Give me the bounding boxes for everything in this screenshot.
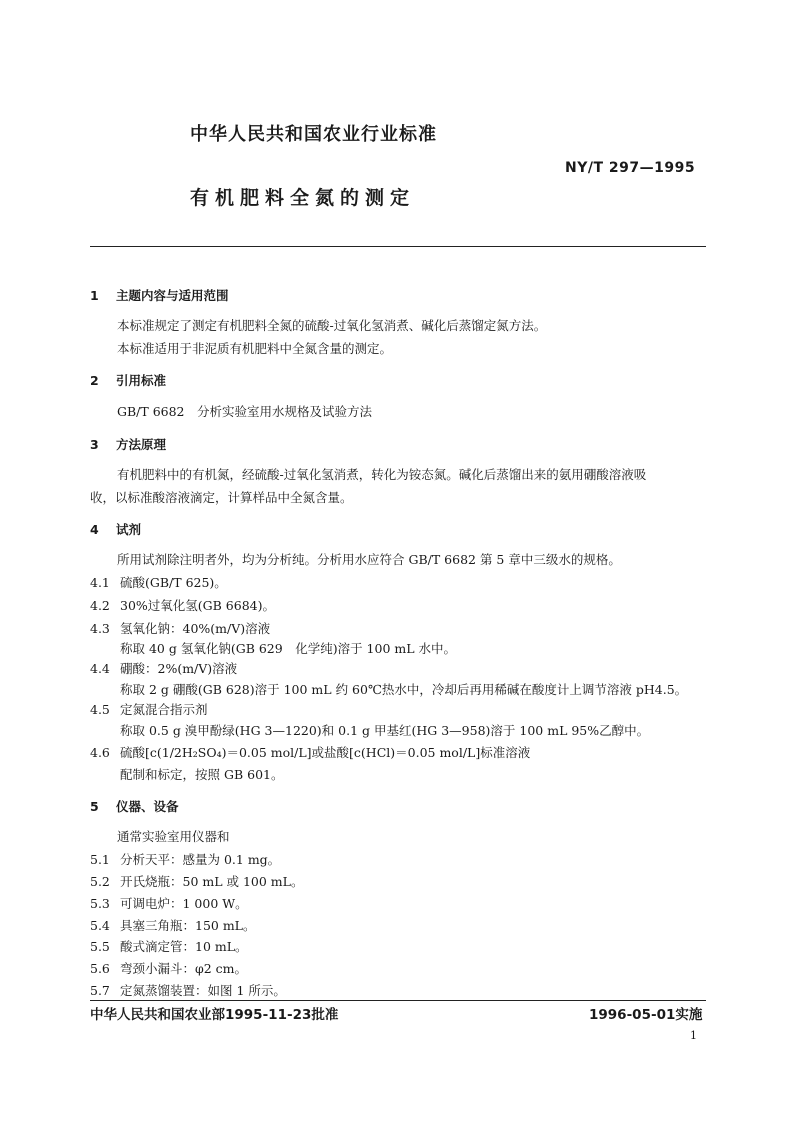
item-text: 硫酸(GB/T 625)。: [120, 575, 227, 590]
list-item: [90, 872, 303, 890]
item-number: 4.5: [90, 702, 110, 717]
section-number: 2: [90, 373, 99, 388]
page-number: 1: [690, 1029, 697, 1042]
item-detail: 称取 2 g 硼酸(GB 628)溶于 100 mL 约 60℃热水中，冷却后再用稀碱在酸度计上调节溶液 pH4.5。: [120, 682, 688, 697]
item-text: 硼酸：2%(m/V)溶液: [120, 661, 238, 676]
list-item: [90, 916, 256, 934]
list-item: [90, 981, 286, 999]
paragraph: 本标准适用于非泥质有机肥料中全氮含量的测定。: [117, 341, 393, 356]
document-title: 有机肥料全氮的测定: [190, 187, 416, 209]
item-number: 5.5: [90, 939, 110, 954]
item-text: 定氮蒸馏装置：如图 1 所示。: [120, 983, 286, 998]
item-number: 4.2: [90, 598, 110, 613]
paragraph-continuation: 收，以标准酸溶液滴定，计算样品中全氮含量。: [90, 490, 353, 505]
list-item: [90, 894, 248, 912]
item-number: 4.1: [90, 575, 110, 590]
section-3-heading: [90, 435, 166, 453]
section-number: 1: [90, 288, 99, 303]
item-text: 弯颈小漏斗：φ2 cm。: [120, 961, 248, 976]
paragraph: 有机肥料中的有机氮，经硫酸-过氧化氢消煮，转化为铵态氮。碱化后蒸馏出来的氨用硼酸溶液吸: [117, 467, 647, 482]
section-number: 5: [90, 799, 99, 814]
item-text: 定氮混合指示剂: [120, 702, 208, 717]
section-1-heading: [90, 286, 229, 304]
section-2-heading: [90, 371, 166, 389]
item-number: 5.2: [90, 874, 110, 889]
item-number: 4.4: [90, 661, 110, 676]
section-title: 方法原理: [116, 437, 167, 452]
item-text: 可调电炉：1 000 W。: [120, 896, 248, 911]
item-number: 5.1: [90, 852, 110, 867]
list-item: [90, 959, 247, 977]
list-item: [90, 937, 248, 955]
list-item: [90, 850, 280, 868]
section-title: 引用标准: [116, 373, 167, 388]
paragraph: 通常实验室用仪器和: [117, 829, 230, 844]
list-item: [90, 659, 237, 677]
item-text: 30%过氧化氢(GB 6684)。: [120, 598, 275, 613]
list-item: [90, 619, 270, 637]
paragraph: 本标准规定了测定有机肥料全氮的硫酸-过氧化氢消煮、碱化后蒸馏定氮方法。: [117, 318, 547, 333]
list-item: [90, 743, 530, 761]
footer-divider: [90, 1000, 706, 1001]
item-number: 5.6: [90, 961, 110, 976]
item-number: 5.3: [90, 896, 110, 911]
item-text: 硫酸[c(1/2H₂SO₄)＝0.05 mol/L]或盐酸[c(HCl)＝0.05 mol/L]标准溶液: [120, 745, 531, 760]
section-4-heading: [90, 520, 141, 538]
header-divider: [90, 246, 706, 247]
item-number: 4.6: [90, 745, 110, 760]
item-number: 5.4: [90, 918, 110, 933]
issuing-organization: 中华人民共和国农业行业标准: [190, 124, 437, 145]
paragraph: GB/T 6682 分析实验室用水规格及试验方法: [117, 404, 373, 419]
item-number: 5.7: [90, 983, 110, 998]
item-text: 开氏烧瓶：50 mL 或 100 mL。: [120, 874, 304, 889]
section-number: 4: [90, 522, 99, 537]
section-title: 仪器、设备: [116, 799, 179, 814]
paragraph: 所用试剂除注明者外，均为分析纯。分析用水应符合 GB/T 6682 第 5 章中三级水的规格。: [117, 552, 621, 567]
section-title: 试剂: [116, 522, 142, 537]
item-text: 酸式滴定管：10 mL。: [120, 939, 248, 954]
item-detail: 配制和标定，按照 GB 601。: [120, 767, 284, 782]
implementation-date: 1996-05-01实施: [589, 1007, 703, 1023]
item-text: 分析天平：感量为 0.1 mg。: [120, 852, 281, 867]
item-number: 4.3: [90, 621, 110, 636]
item-text: 氢氧化钠：40%(m/V)溶液: [120, 621, 271, 636]
section-title: 主题内容与适用范围: [116, 288, 229, 303]
list-item: [90, 596, 275, 614]
list-item: [90, 573, 227, 591]
approval-statement: 中华人民共和国农业部1995-11-23批准: [90, 1007, 339, 1023]
item-text: 具塞三角瓶：150 mL。: [120, 918, 256, 933]
list-item: [90, 700, 208, 718]
section-number: 3: [90, 437, 99, 452]
standard-code: NY/T 297—1995: [565, 160, 696, 176]
item-detail: 称取 40 g 氢氧化钠(GB 629 化学纯)溶于 100 mL 水中。: [120, 641, 457, 656]
section-5-heading: [90, 797, 179, 815]
item-detail: 称取 0.5 g 溴甲酚绿(HG 3—1220)和 0.1 g 甲基红(HG 3—958)溶于 100 mL 95%乙醇中。: [120, 723, 650, 738]
